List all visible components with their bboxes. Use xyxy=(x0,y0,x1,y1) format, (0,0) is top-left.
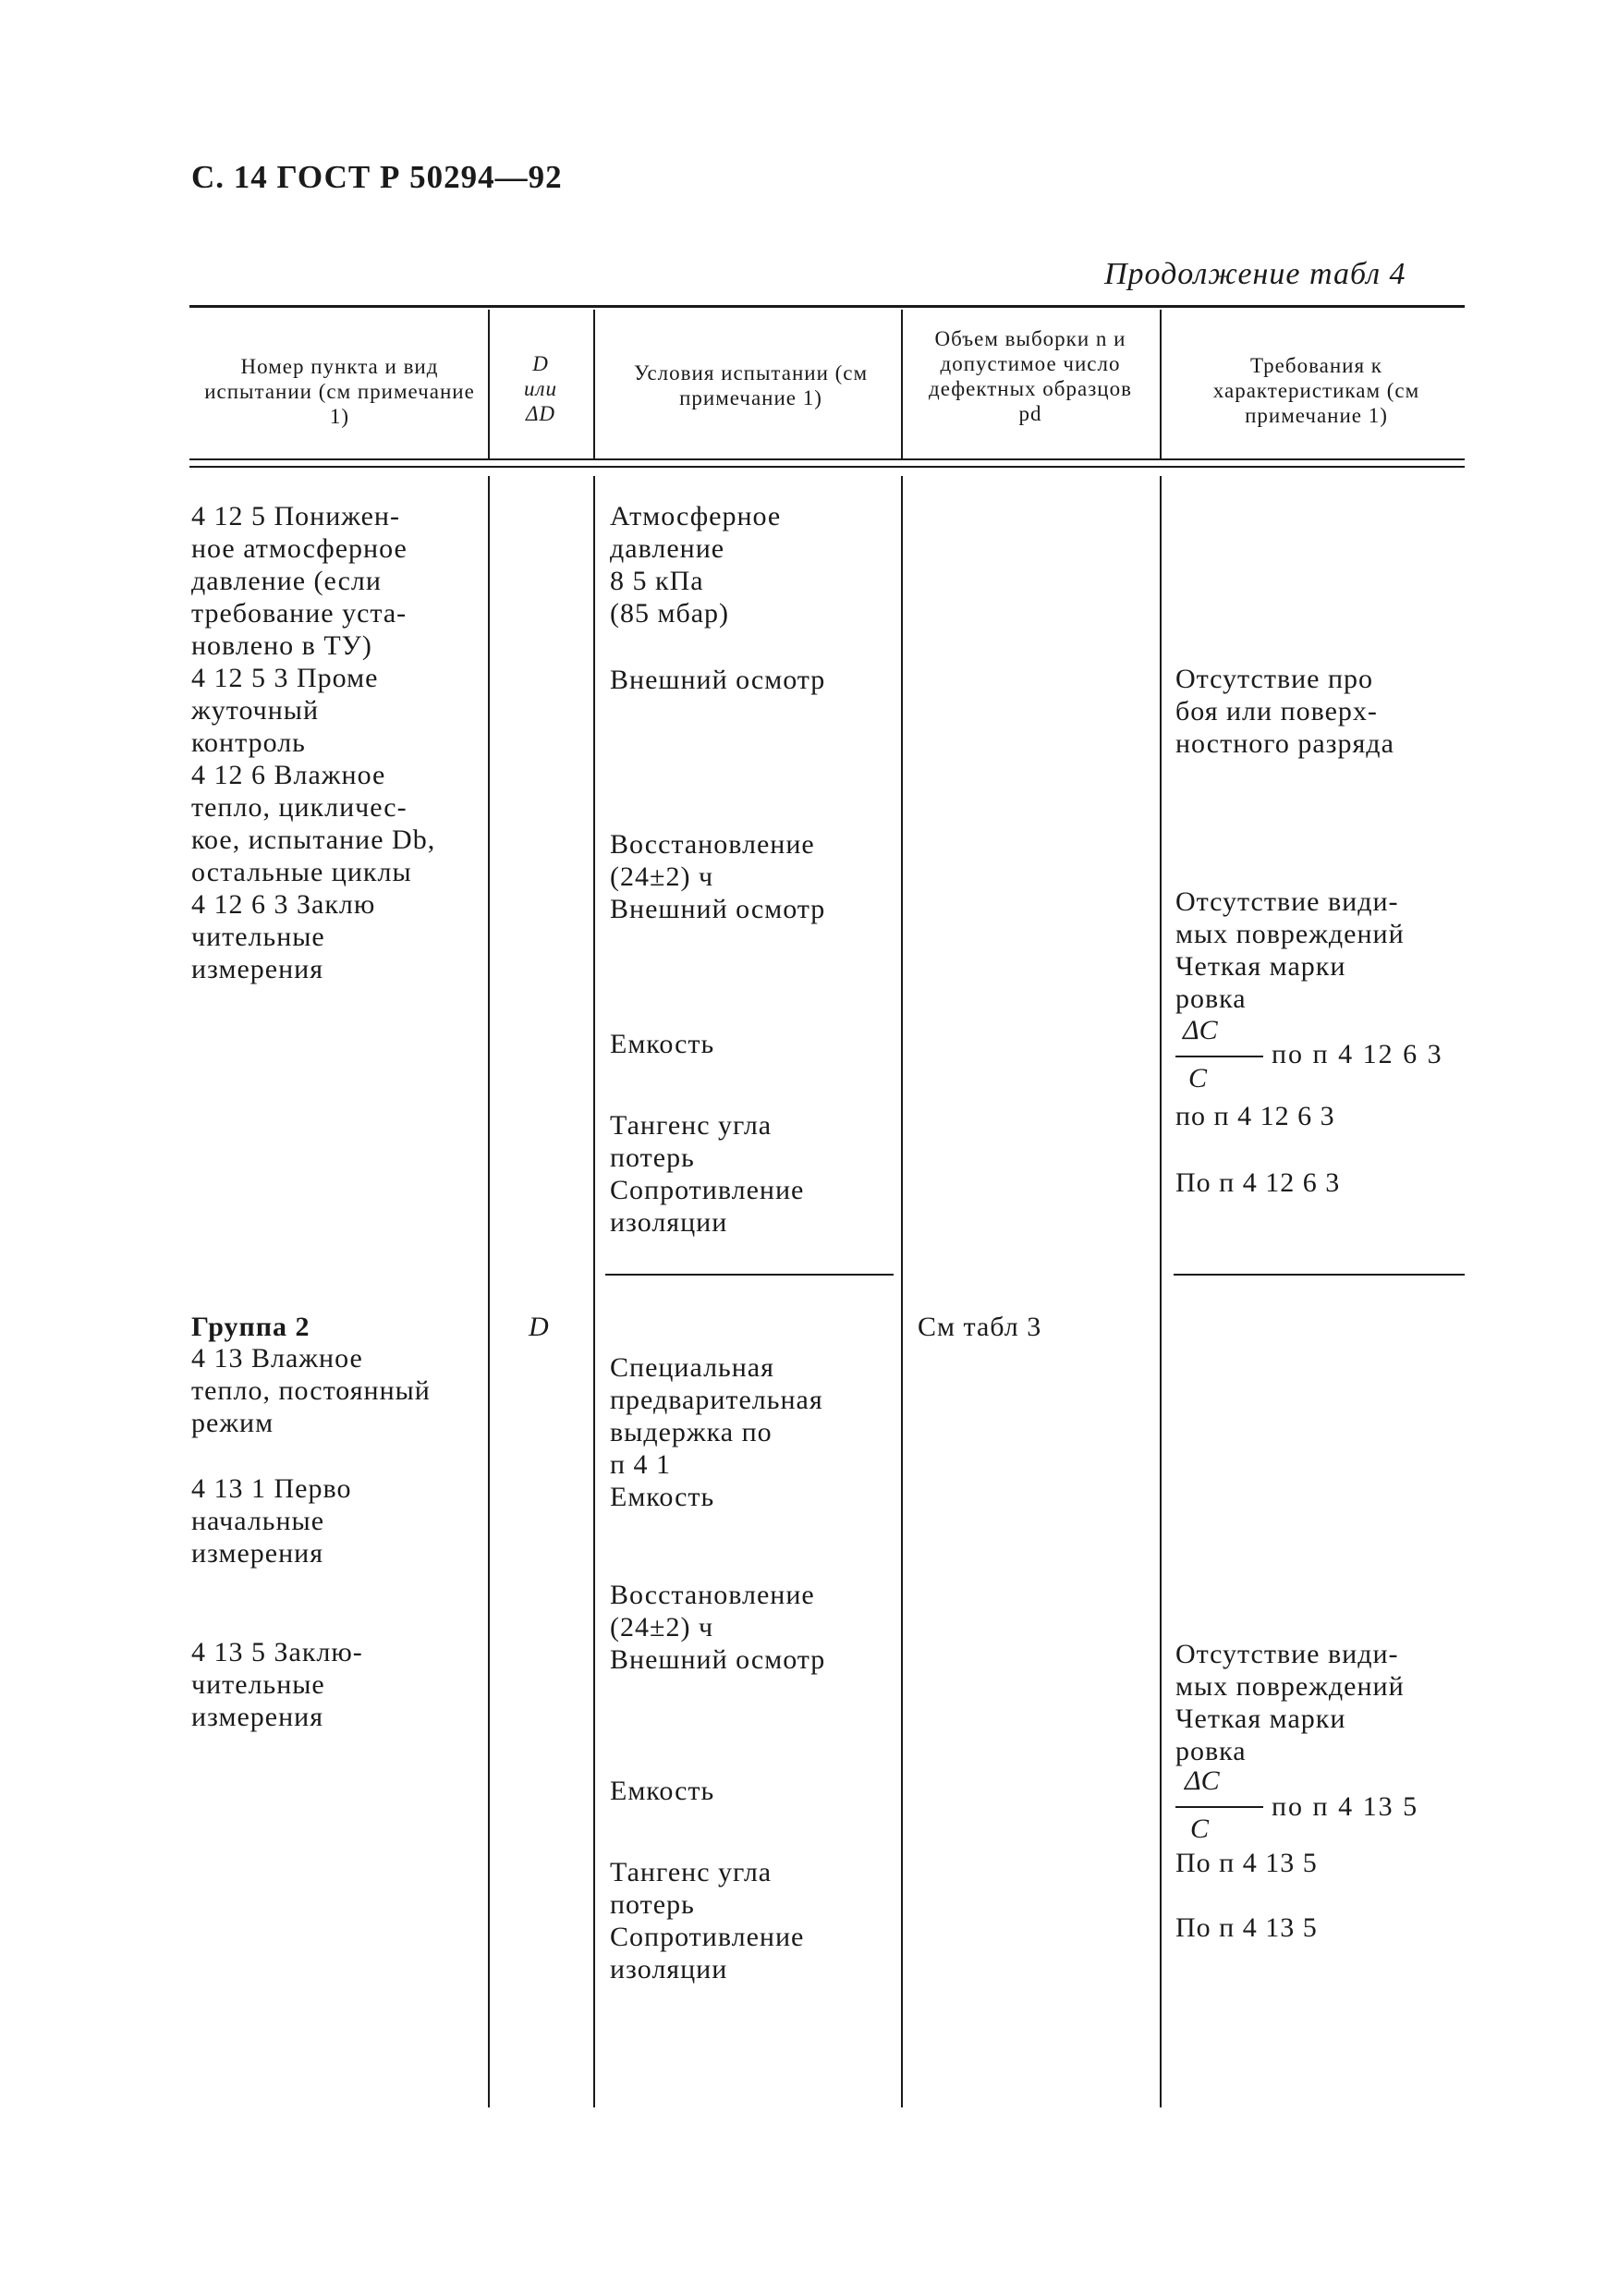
col-divider-1-body xyxy=(488,476,490,2107)
header-bottom-rule-2 xyxy=(189,466,1465,468)
col-divider-3 xyxy=(901,310,903,459)
col-divider-3-body xyxy=(901,476,903,2107)
section1-ratio-reference: по п 4 12 6 3 xyxy=(1272,1039,1443,1069)
section2-item-final: 4 13 5 Заклю- чительные измерения xyxy=(191,1637,363,1732)
header-conditions: Условия испытании (см примечание 1) xyxy=(633,361,869,409)
section1-cond-tangent: Тангенс угла потерь Сопротивление изоляции xyxy=(610,1110,805,1238)
section2-req-damage: Отсутствие види- мых повреждений Четкая марки ровка xyxy=(1175,1639,1405,1766)
section-separator-conditions xyxy=(605,1274,894,1276)
section2-sample: См табл 3 xyxy=(918,1312,1042,1342)
section2-ratio-bar xyxy=(1175,1806,1263,1808)
section2-ratio-denominator: C xyxy=(1190,1814,1210,1844)
section2-cond-tangent: Тангенс угла потерь Сопротивление изоляции xyxy=(610,1857,805,1985)
header-item: Номер пункта и вид испытании (см примечание 1) xyxy=(204,355,475,428)
section2-item: 4 13 Влажное тепло, постоянный режим xyxy=(191,1343,431,1438)
col-divider-2-body xyxy=(593,476,595,2107)
table-continuation-label: Продолжение табл 4 xyxy=(1104,257,1406,291)
col-divider-4-body xyxy=(1160,476,1162,2107)
section2-cond-special: Специальная предварительная выдержка по п 4 1 Емкость xyxy=(610,1352,823,1512)
section2-req-insulation: По п 4 13 5 xyxy=(1175,1912,1318,1943)
section2-cond-capacity: Емкость xyxy=(610,1776,715,1806)
section1-req-damage: Отсутствие види- мых повреждений Четкая марки ровка xyxy=(1175,886,1405,1014)
header-requirements: Требования к характеристикам (см примечание 1) xyxy=(1212,354,1420,427)
section1-ratio-numerator: ΔC xyxy=(1183,1015,1218,1045)
section-separator-requirements xyxy=(1174,1274,1465,1276)
section2-group-title: Группа 2 xyxy=(191,1312,310,1342)
section1-ratio-bar xyxy=(1175,1056,1263,1057)
section2-cond-recovery: Восстановление (24±2) ч Внешний осмотр xyxy=(610,1580,826,1675)
section1-req-breakdown: Отсутствие про боя или поверх- ностного разряда xyxy=(1175,664,1394,759)
section1-cond-capacity: Емкость xyxy=(610,1029,715,1059)
section2-ratio-reference: по п 4 13 5 xyxy=(1272,1791,1419,1822)
section2-item-initial: 4 13 1 Перво начальные измерения xyxy=(191,1473,352,1569)
col-divider-2 xyxy=(593,310,595,459)
section2-d-value: D xyxy=(529,1312,550,1342)
section1-cond-pressure: Атмосферное давление 8 5 кПа (85 мбар) xyxy=(610,501,782,629)
table-top-rule xyxy=(189,305,1465,308)
header-d: D или ΔD xyxy=(523,352,558,425)
col-divider-1 xyxy=(488,310,490,459)
section1-item: 4 12 5 Понижен- ное атмосферное давление (если требование уста- новлено в ТУ) 4 12 5 3 Проме жуточный контроль 4 12 6 Влажное тепло, цикличес- кое, испытание Db, остальные циклы 4 12 6 3 Заклю чительные измерения xyxy=(191,501,436,984)
col-divider-4 xyxy=(1160,310,1162,459)
section1-ratio-denominator: C xyxy=(1188,1063,1208,1093)
header-bottom-rule xyxy=(189,458,1465,460)
section2-req-tangent: По п 4 13 5 xyxy=(1175,1848,1318,1878)
section1-cond-visual: Внешний осмотр xyxy=(610,665,826,695)
section1-req-tangent: по п 4 12 6 3 xyxy=(1175,1101,1335,1131)
header-sample: Объем выборки n и допустимое число дефектных образцов pd xyxy=(929,327,1132,425)
page-header: С. 14 ГОСТ Р 50294—92 xyxy=(191,159,563,195)
section1-req-insulation: По п 4 12 6 3 xyxy=(1175,1167,1341,1198)
section2-ratio-numerator: ΔC xyxy=(1185,1765,1220,1796)
section1-cond-recovery: Восстановление (24±2) ч Внешний осмотр xyxy=(610,829,826,924)
